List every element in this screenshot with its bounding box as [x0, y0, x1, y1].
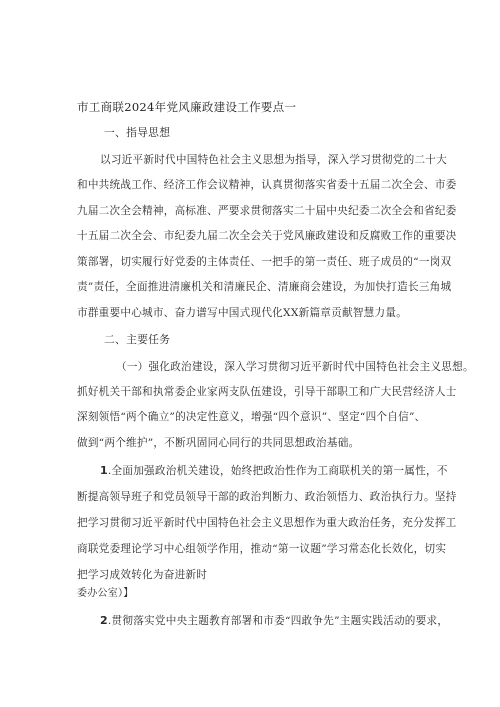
paragraph-line: 商联党委理论学习中心组领学作用，推动“第一议题”学习常态化长效化，切实 — [77, 543, 447, 555]
section-heading-guiding-ideology: 一、指导思想 — [104, 126, 171, 139]
paragraph-line: 策部署，切实履行好党委的主体责任、一把手的第一责任、班子成员的“一岗双 — [77, 256, 452, 268]
paragraph-line: .全面加强政治机关建设，始终把政治性作为工商联机关的第一属性，不 — [107, 465, 448, 477]
paragraph-line: 十五届二次全会、市纪委九届二次全会关于党风廉政建设和反腐败工作的重要决 — [77, 230, 457, 242]
paragraph-line: 抓好机关干部和执常委企业家两支队伍建设，引导干部职工和广大民营经济人士 — [77, 386, 457, 398]
paragraph-line: 责”责任，全面推进清廉机关和清廉民企、清廉商会建设，为加快打造长三角城 — [77, 281, 452, 293]
paragraph-line: 市群重要中心城市、奋力谱写中国式现代化XX新篇章贡献智慧力量。 — [77, 307, 408, 319]
item-2-number: 2 — [100, 614, 108, 627]
paragraph-line: 把学习成效转化为奋进新时 — [77, 569, 208, 581]
paragraph-line: 断提高领导班子和党员领导干部的政治判断力、政治领悟力、政治执行力。坚持 — [77, 491, 457, 503]
paragraph-line: .贯彻落实党中央主题教育部署和市委“四敢争先”主题实践活动的要求， — [107, 615, 449, 627]
paragraph-line: 九届二次全会精神，高标准、严要求贯彻落实二十届中央纪委二次全会和省纪委 — [77, 205, 457, 217]
paragraph-line: 把学习贯彻习近平新时代中国特色社会主义思想作为重大政治任务，充分发挥工 — [77, 517, 457, 529]
paragraph-line: （一）强化政治建设，深入学习贯彻习近平新时代中国特色社会主义思想。 — [116, 361, 474, 373]
section-heading-main-tasks: 二、主要任务 — [104, 333, 171, 346]
paragraph-line: 做到“两个维护”，不断巩固同心同行的共同思想政治基础。 — [77, 437, 360, 449]
paragraph-line: 和中共统战工作、经济工作会议精神，认真贯彻落实省委十五届二次全会、市委 — [77, 179, 457, 191]
paragraph-line: 深刻领悟“两个确立”的决定性意义，增强“四个意识”、坚定“四个自信”、 — [77, 411, 426, 423]
document-title: 市工商联2024年党风廉政建设工作要点一 — [77, 100, 297, 114]
item-1-first-line — [100, 464, 448, 478]
item-1-number: 1 — [100, 464, 108, 477]
paragraph-line: 以习近平新时代中国特色社会主义思想为指导，深入学习贯彻党的二十大 — [100, 154, 447, 166]
item-1-note: 委办公室）】 — [77, 588, 134, 599]
item-2-first-line — [100, 614, 448, 628]
